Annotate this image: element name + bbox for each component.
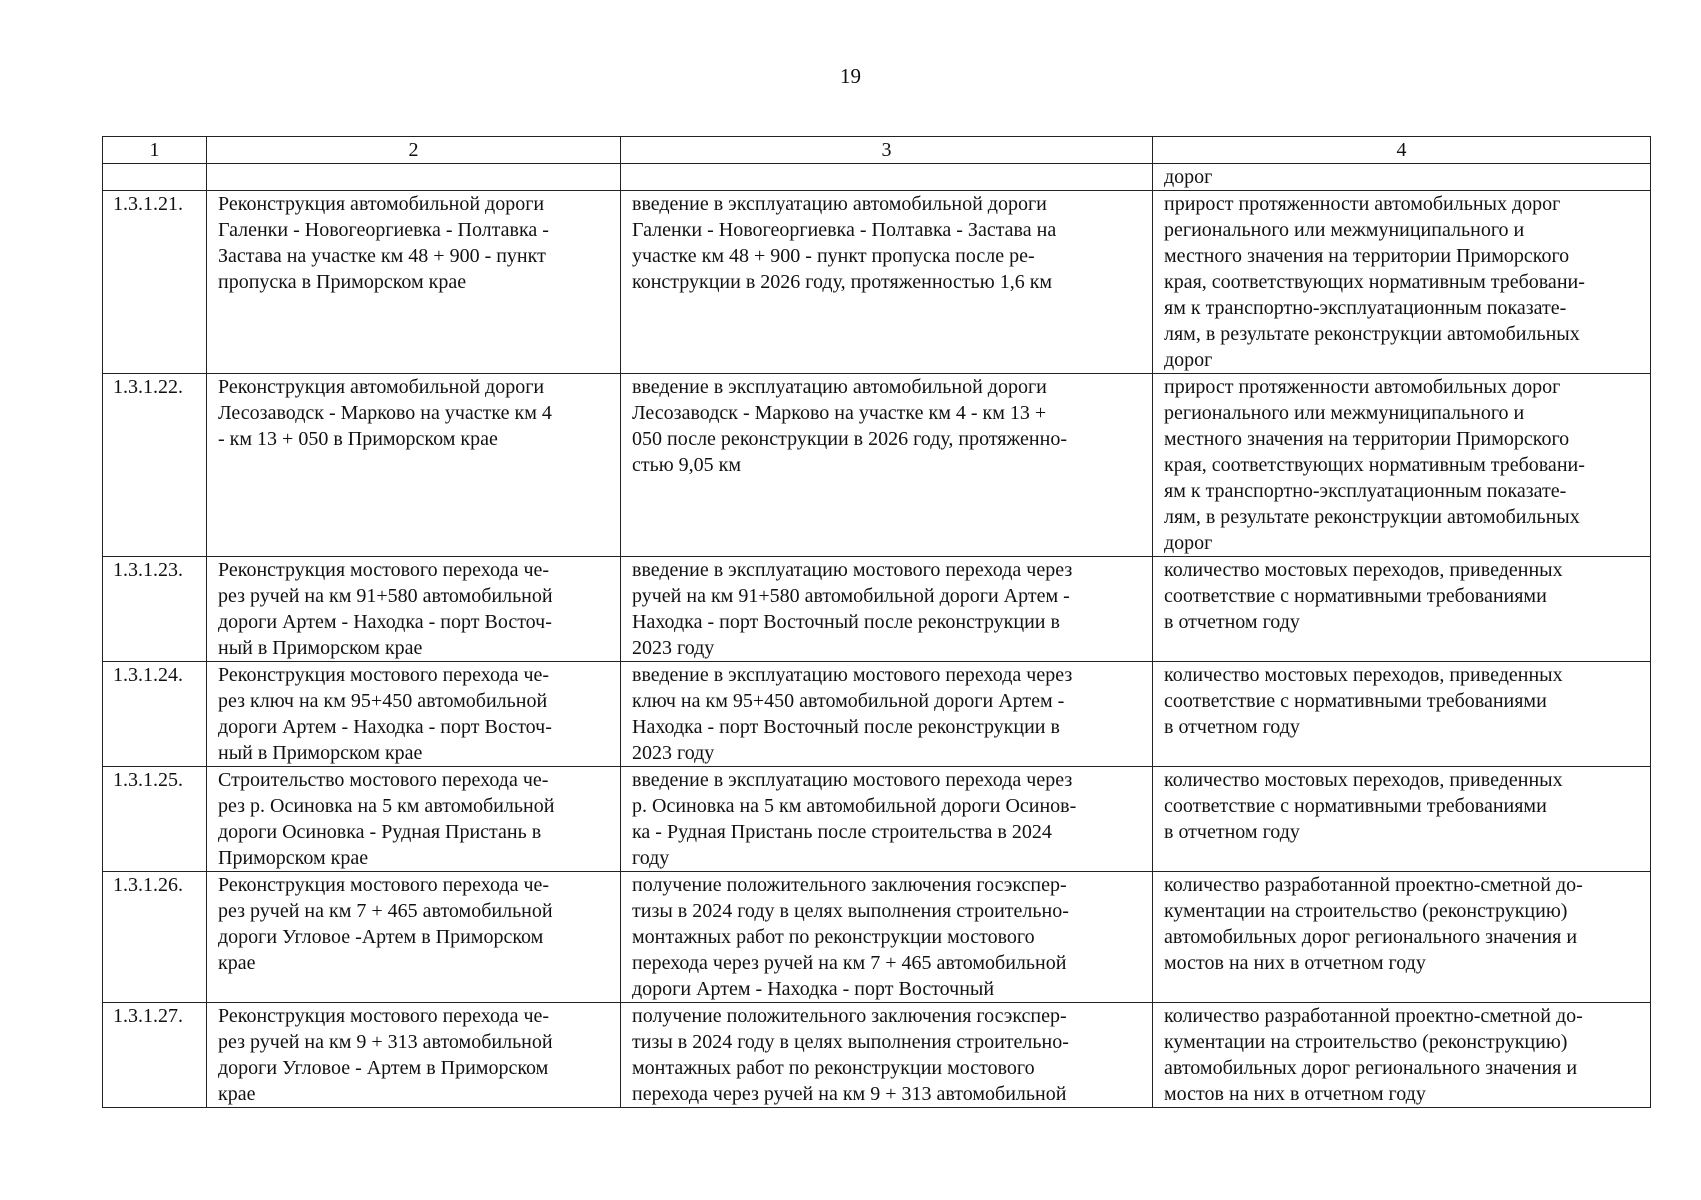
continuation-cell-result — [621, 164, 1153, 191]
row-number: 1.3.1.23. — [103, 557, 207, 662]
event-cell: Реконструкция мостового перехода че- рез ручей на км 9 + 313 автомобильной дороги Угловое - Артем в Приморском крае — [207, 1003, 621, 1108]
column-header-2: 2 — [207, 137, 621, 164]
event-cell: Реконструкция автомобильной дороги Галенки - Новогеоргиевка - Полтавка - Застава на участке км 48 + 900 - пункт пропуска в Приморском крае — [207, 191, 621, 374]
result-cell: введение в эксплуатацию автомобильной дороги Галенки - Новогеоргиевка - Полтавка - Застава на участке км 48 + 900 - пункт пропуска после ре- конструкции в 2026 году, протяженностью 1,6 км — [621, 191, 1153, 374]
indicator-cell: количество разработанной проектно-сметной до- кументации на строительство (реконструкцию) автомобильных дорог регионального значения и мостов на них в отчетном году — [1153, 872, 1651, 1003]
column-header-4: 4 — [1153, 137, 1651, 164]
events-table — [102, 136, 1651, 1108]
result-cell: введение в эксплуатацию мостового перехода через р. Осиновка на 5 км автомобильной дороги Осинов- ка - Рудная Пристань после строительства в 2024 году — [621, 767, 1153, 872]
indicator-cell: количество мостовых переходов, приведенных соответствие с нормативными требованиями в отчетном году — [1153, 767, 1651, 872]
table-row — [103, 872, 1651, 1003]
indicator-cell: прирост протяженности автомобильных дорог регионального или межмуниципального и местного значения на территории Приморского края, соответствующих нормативным требовани- ям к транспортно-эксплуатационным показате- лям, в результате реконструкции автомобильных дорог — [1153, 374, 1651, 557]
indicator-cell: прирост протяженности автомобильных дорог регионального или межмуниципального и местного значения на территории Приморского края, соответствующих нормативным требовани- ям к транспортно-эксплуатационным показате- лям, в результате реконструкции автомобильных дорог — [1153, 191, 1651, 374]
result-cell: введение в эксплуатацию мостового перехода через ключ на км 95+450 автомобильной дороги Артем - Находка - порт Восточный после реконструкции в 2023 году — [621, 662, 1153, 767]
table-row — [103, 662, 1651, 767]
table-row — [103, 767, 1651, 872]
row-number: 1.3.1.25. — [103, 767, 207, 872]
row-number: 1.3.1.24. — [103, 662, 207, 767]
indicator-cell: количество разработанной проектно-сметной до- кументации на строительство (реконструкцию) автомобильных дорог регионального значения и мостов на них в отчетном году — [1153, 1003, 1651, 1108]
event-cell: Реконструкция мостового перехода че- рез ручей на км 7 + 465 автомобильной дороги Угловое -Артем в Приморском крае — [207, 872, 621, 1003]
table-row — [103, 1003, 1651, 1108]
result-cell: получение положительного заключения госэкспер- тизы в 2024 году в целях выполнения строительно- монтажных работ по реконструкции мостового перехода через ручей на км 9 + 313 автомобильной — [621, 1003, 1153, 1108]
result-cell: введение в эксплуатацию мостового перехода через ручей на км 91+580 автомобильной дороги Артем - Находка - порт Восточный после реконструкции в 2023 году — [621, 557, 1153, 662]
continuation-cell-num — [103, 164, 207, 191]
continuation-cell-event — [207, 164, 621, 191]
result-cell: введение в эксплуатацию автомобильной дороги Лесозаводск - Марково на участке км 4 - км 13 + 050 после реконструкции в 2026 году, протяженно- стью 9,05 км — [621, 374, 1153, 557]
table-header-row — [103, 137, 1651, 164]
continuation-row — [103, 164, 1651, 191]
result-cell: получение положительного заключения госэкспер- тизы в 2024 году в целях выполнения строительно- монтажных работ по реконструкции мостового перехода через ручей на км 7 + 465 автомобильной дороги Артем - Находка - порт Восточный — [621, 872, 1153, 1003]
column-header-3: 3 — [621, 137, 1153, 164]
event-cell: Реконструкция мостового перехода че- рез ключ на км 95+450 автомобильной дороги Артем - Находка - порт Восточ- ный в Приморском крае — [207, 662, 621, 767]
indicator-cell: количество мостовых переходов, приведенных соответствие с нормативными требованиями в отчетном году — [1153, 557, 1651, 662]
row-number: 1.3.1.27. — [103, 1003, 207, 1108]
page-number: 19 — [840, 64, 861, 88]
event-cell: Строительство мостового перехода че- рез р. Осиновка на 5 км автомобильной дороги Осиновка - Рудная Пристань в Приморском крае — [207, 767, 621, 872]
row-number: 1.3.1.22. — [103, 374, 207, 557]
indicator-cell: количество мостовых переходов, приведенных соответствие с нормативными требованиями в отчетном году — [1153, 662, 1651, 767]
column-header-1: 1 — [103, 137, 207, 164]
continuation-cell-indicator: дорог — [1153, 164, 1651, 191]
row-number: 1.3.1.21. — [103, 191, 207, 374]
table-row — [103, 557, 1651, 662]
table-row — [103, 374, 1651, 557]
event-cell: Реконструкция мостового перехода че- рез ручей на км 91+580 автомобильной дороги Артем - Находка - порт Восточ- ный в Приморском крае — [207, 557, 621, 662]
event-cell: Реконструкция автомобильной дороги Лесозаводск - Марково на участке км 4 - км 13 + 050 в Приморском крае — [207, 374, 621, 557]
table-row — [103, 191, 1651, 374]
row-number: 1.3.1.26. — [103, 872, 207, 1003]
